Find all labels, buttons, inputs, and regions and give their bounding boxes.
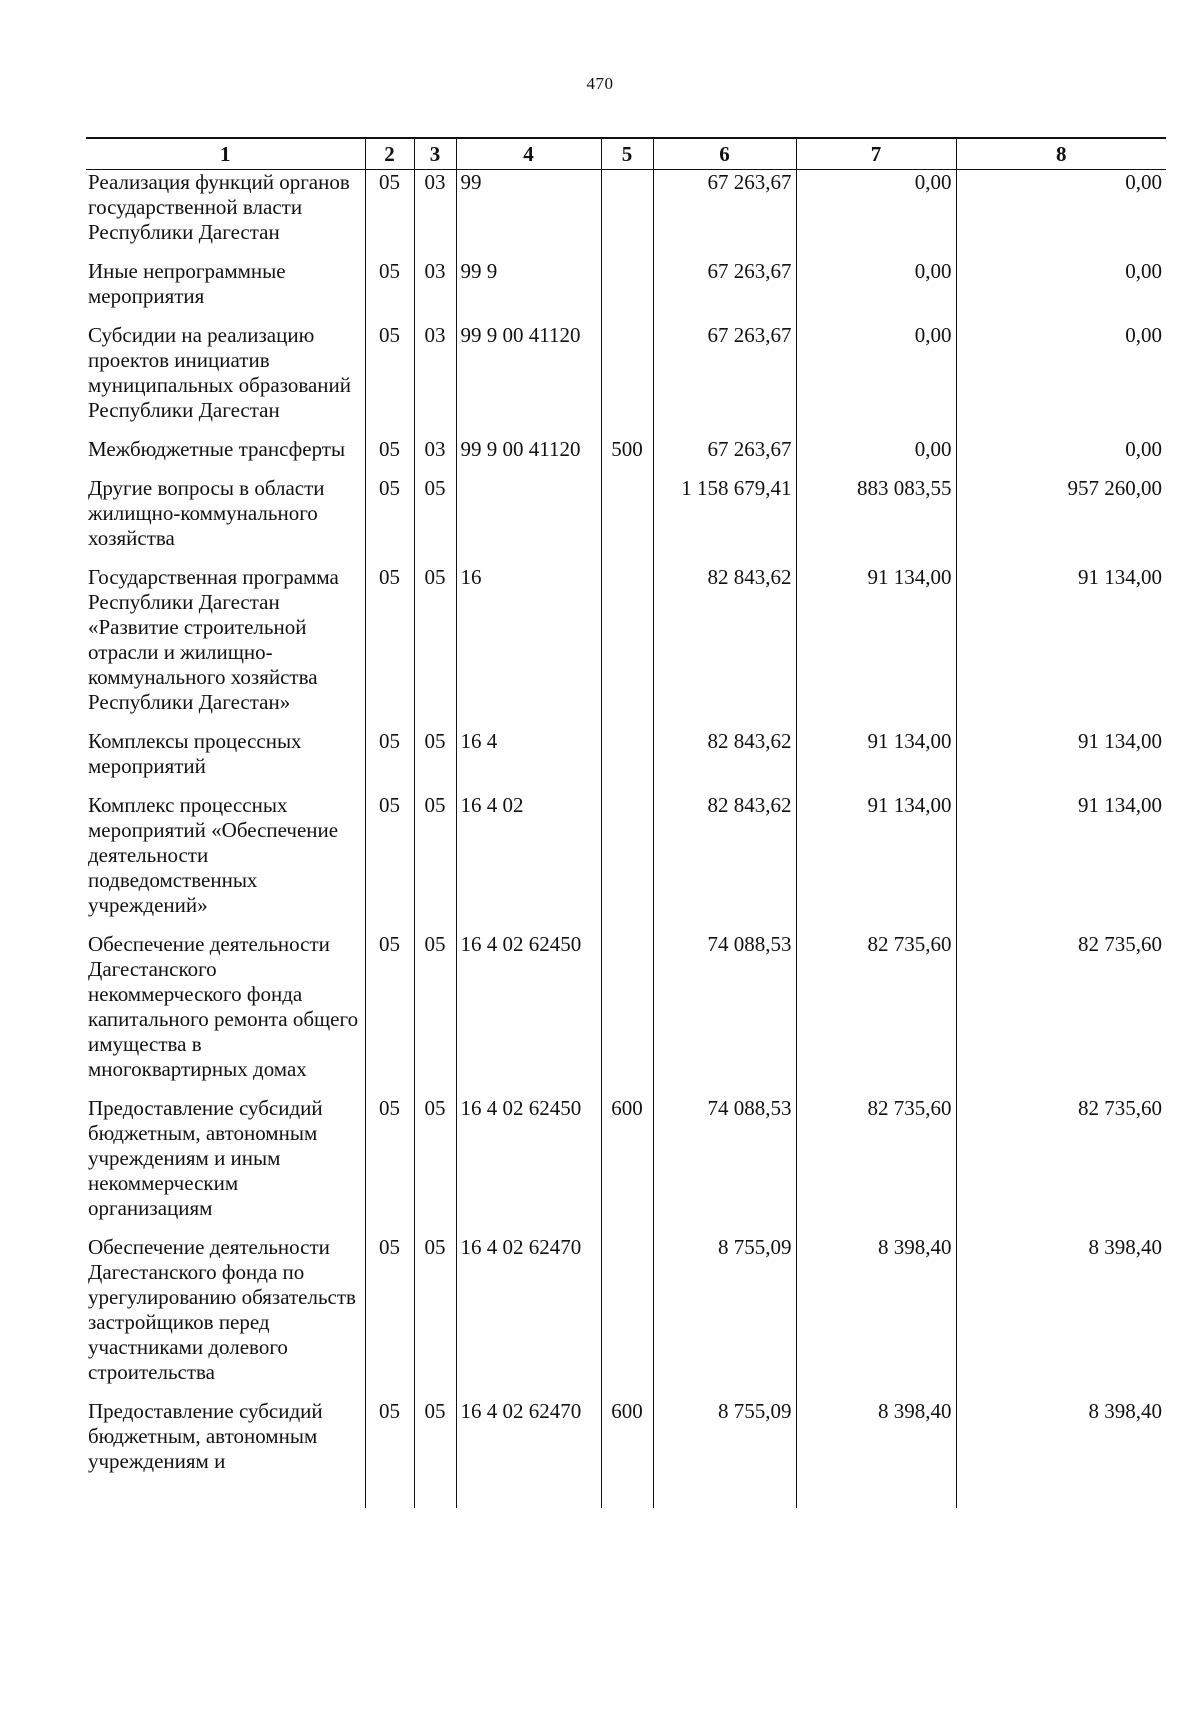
amount-col7-cell: 0,00 (796, 259, 956, 323)
expense-name-cell: Государственная программа Республики Дагестан «Развитие строительной отрасли и жилищно-коммунального хозяйства Республики Дагестан» (88, 565, 339, 714)
column-header: 5 (601, 138, 653, 170)
column-header: 2 (365, 138, 414, 170)
amount-col6-cell: 67 263,67 (653, 170, 796, 260)
amount-col7-cell: 883 083,55 (796, 476, 956, 565)
section-code-cell: 05 (365, 729, 414, 793)
target-article-cell: 16 4 02 62450 (456, 932, 601, 1096)
table-row (86, 476, 1166, 565)
table-row (86, 259, 1166, 323)
expense-type-cell: 600 (601, 1399, 653, 1488)
amount-col6-cell: 82 843,62 (653, 565, 796, 729)
target-article-cell: 16 4 02 62470 (456, 1235, 601, 1399)
amount-col8-cell: 8 398,40 (956, 1399, 1166, 1488)
section-code-cell: 05 (365, 1096, 414, 1235)
amount-col7-cell: 0,00 (796, 170, 956, 260)
subsection-code-cell: 05 (414, 932, 456, 1096)
target-article-cell: 99 (456, 170, 601, 260)
amount-col6-cell: 82 843,62 (653, 793, 796, 932)
target-article-cell: 16 (456, 565, 601, 729)
expense-type-cell (601, 1235, 653, 1399)
continuation-cell (653, 1488, 796, 1508)
expense-type-cell (601, 323, 653, 437)
amount-col8-cell: 0,00 (956, 437, 1166, 476)
table-row (86, 565, 1166, 729)
table-row (86, 932, 1166, 1096)
subsection-code-cell: 05 (414, 729, 456, 793)
expense-type-cell: 600 (601, 1096, 653, 1235)
amount-col8-cell: 91 134,00 (956, 729, 1166, 793)
amount-col6-cell: 74 088,53 (653, 932, 796, 1096)
expense-type-cell (601, 476, 653, 565)
table-row (86, 793, 1166, 932)
column-header: 6 (653, 138, 796, 170)
continuation-cell (86, 1488, 365, 1508)
expense-name-cell: Обеспечение деятельности Дагестанского некоммерческого фонда капитального ремонта общего имущества в многоквартирных домах (88, 932, 359, 1081)
subsection-code-cell: 05 (414, 1235, 456, 1399)
expense-name-cell: Предоставление субсидий бюджетным, автономным учреждениям и (88, 1399, 323, 1473)
amount-col6-cell: 8 755,09 (653, 1235, 796, 1399)
expense-name-cell: Предоставление субсидий бюджетным, автономным учреждениям и иным некоммерческим организациям (88, 1096, 323, 1220)
amount-col6-cell: 1 158 679,41 (653, 476, 796, 565)
subsection-code-cell: 05 (414, 565, 456, 729)
amount-col7-cell: 82 735,60 (796, 932, 956, 1096)
amount-col6-cell: 82 843,62 (653, 729, 796, 793)
expense-type-cell (601, 565, 653, 729)
target-article-cell (456, 476, 601, 565)
section-code-cell: 05 (365, 1399, 414, 1488)
table-row (86, 1096, 1166, 1235)
subsection-code-cell: 03 (414, 437, 456, 476)
amount-col7-cell: 91 134,00 (796, 729, 956, 793)
amount-col8-cell: 91 134,00 (956, 793, 1166, 932)
expense-name-cell: Иные непрограммные мероприятия (88, 259, 286, 308)
column-header: 8 (956, 138, 1166, 170)
target-article-cell: 99 9 00 41120 (456, 437, 601, 476)
expense-name-cell: Субсидии на реализацию проектов инициатив муниципальных образований Республики Дагестан (88, 323, 351, 422)
amount-col6-cell: 67 263,67 (653, 323, 796, 437)
amount-col6-cell: 74 088,53 (653, 1096, 796, 1235)
continuation-cell (456, 1488, 601, 1508)
target-article-cell: 99 9 (456, 259, 601, 323)
table-row (86, 729, 1166, 793)
continuation-cell (365, 1488, 414, 1508)
expense-type-cell (601, 170, 653, 260)
continuation-cell (956, 1488, 1166, 1508)
section-code-cell: 05 (365, 170, 414, 260)
continuation-cell (414, 1488, 456, 1508)
subsection-code-cell: 05 (414, 1399, 456, 1488)
section-code-cell: 05 (365, 565, 414, 729)
subsection-code-cell: 05 (414, 793, 456, 932)
section-code-cell: 05 (365, 476, 414, 565)
section-code-cell: 05 (365, 932, 414, 1096)
amount-col8-cell: 8 398,40 (956, 1235, 1166, 1399)
amount-col8-cell: 82 735,60 (956, 1096, 1166, 1235)
amount-col7-cell: 82 735,60 (796, 1096, 956, 1235)
expense-name-cell: Обеспечение деятельности Дагестанского фонда по урегулированию обязательств застройщиков перед участниками долевого строительства (88, 1235, 356, 1384)
subsection-code-cell: 05 (414, 1096, 456, 1235)
expense-name-cell: Комплекс процессных мероприятий «Обеспечение деятельности подведомственных учреждений» (88, 793, 339, 917)
subsection-code-cell: 03 (414, 170, 456, 260)
continuation-cell (796, 1488, 956, 1508)
expense-type-cell (601, 793, 653, 932)
amount-col7-cell: 8 398,40 (796, 1235, 956, 1399)
subsection-code-cell: 03 (414, 259, 456, 323)
table-row (86, 323, 1166, 437)
expense-name-cell: Другие вопросы в области жилищно-коммунального хозяйства (88, 476, 325, 550)
expense-type-cell (601, 729, 653, 793)
amount-col7-cell: 8 398,40 (796, 1399, 956, 1488)
continuation-cell (601, 1488, 653, 1508)
section-code-cell: 05 (365, 793, 414, 932)
expense-name-cell: Реализация функций органов государственной власти Республики Дагестан (88, 170, 350, 244)
target-article-cell: 16 4 02 62450 (456, 1096, 601, 1235)
subsection-code-cell: 05 (414, 476, 456, 565)
subsection-code-cell: 03 (414, 323, 456, 437)
amount-col7-cell: 91 134,00 (796, 565, 956, 729)
expense-type-cell (601, 259, 653, 323)
amount-col7-cell: 0,00 (796, 437, 956, 476)
amount-col8-cell: 82 735,60 (956, 932, 1166, 1096)
amount-col6-cell: 67 263,67 (653, 437, 796, 476)
amount-col8-cell: 91 134,00 (956, 565, 1166, 729)
table-row (86, 437, 1166, 476)
budget-table (86, 137, 1166, 1508)
target-article-cell: 16 4 02 62470 (456, 1399, 601, 1488)
section-code-cell: 05 (365, 1235, 414, 1399)
target-article-cell: 99 9 00 41120 (456, 323, 601, 437)
column-header: 4 (456, 138, 601, 170)
target-article-cell: 16 4 02 (456, 793, 601, 932)
amount-col6-cell: 8 755,09 (653, 1399, 796, 1488)
section-code-cell: 05 (365, 323, 414, 437)
amount-col8-cell: 0,00 (956, 170, 1166, 260)
table-row (86, 170, 1166, 260)
expense-name-cell: Межбюджетные трансферты (88, 437, 346, 461)
section-code-cell: 05 (365, 437, 414, 476)
table-row (86, 1399, 1166, 1488)
column-header: 7 (796, 138, 956, 170)
amount-col8-cell: 0,00 (956, 259, 1166, 323)
table-row (86, 1235, 1166, 1399)
column-header: 1 (86, 138, 365, 170)
target-article-cell: 16 4 (456, 729, 601, 793)
column-header: 3 (414, 138, 456, 170)
amount-col7-cell: 0,00 (796, 323, 956, 437)
amount-col8-cell: 957 260,00 (956, 476, 1166, 565)
amount-col7-cell: 91 134,00 (796, 793, 956, 932)
expense-type-cell: 500 (601, 437, 653, 476)
expense-name-cell: Комплексы процессных мероприятий (88, 729, 302, 778)
table-header-row (86, 138, 1166, 170)
expense-type-cell (601, 932, 653, 1096)
amount-col8-cell: 0,00 (956, 323, 1166, 437)
page-number: 470 (586, 74, 614, 93)
table-continuation (86, 1488, 1166, 1508)
amount-col6-cell: 67 263,67 (653, 259, 796, 323)
section-code-cell: 05 (365, 259, 414, 323)
